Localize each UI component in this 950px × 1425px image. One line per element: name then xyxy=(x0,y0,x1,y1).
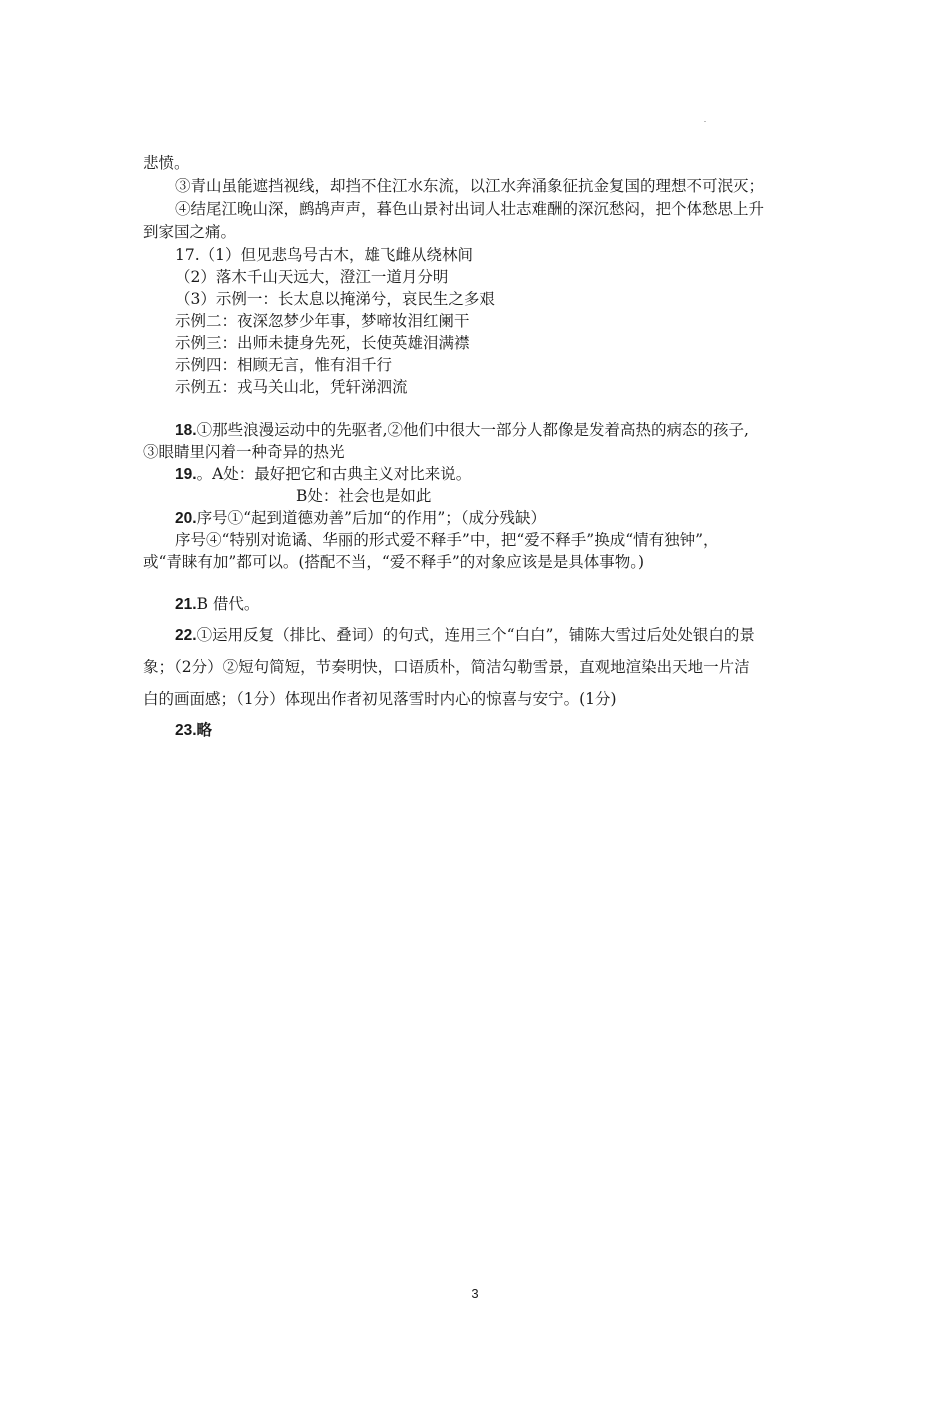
question-number: 21. xyxy=(175,596,197,613)
answer-18-line1: 18.①那些浪漫运动中的先驱者,②他们中很大一部分人都像是发着高热的病态的孩子, xyxy=(175,421,749,439)
answer-17-example2: 示例二：夜深忽梦少年事，梦啼妆泪红阑干 xyxy=(175,312,470,330)
answer-17-example4: 示例四：相顾无言，惟有泪千行 xyxy=(175,356,393,374)
answer-22-line1: 22.①运用反复（排比、叠词）的句式，连用三个“白白”，铺陈大雪过后处处银白的景 xyxy=(175,626,755,644)
question-number: 22. xyxy=(175,627,197,644)
page-number: 3 xyxy=(471,1286,479,1301)
text-line: ④结尾江晚山深，鹧鸪声声，暮色山景衬出词人壮志难酬的深沉愁闷，把个体愁思上升 xyxy=(175,200,765,218)
answer-20-line2: 序号④“特别对诡谲、华丽的形式爱不释手”中，把“爱不释手”换成“情有独钟”， xyxy=(175,531,719,549)
answer-18-line2: ③眼睛里闪着一种奇异的热光 xyxy=(143,443,345,461)
answer-22-line2: 象；（2分）②短句简短，节奏明快，口语质朴，简洁勾勒雪景，直观地渲染出天地一片洁 xyxy=(143,658,750,676)
question-number: 17. xyxy=(175,246,200,264)
answer-19-line2: B处：社会也是如此 xyxy=(296,487,432,505)
answer-17-example3: 示例三：出师未捷身先死，长使英雄泪满襟 xyxy=(175,334,470,352)
answer-20-line3: 或“青睐有加”都可以。(搭配不当，“爱不释手”的对象应该是是具体事物。) xyxy=(143,553,645,571)
answer-17-example5: 示例五：戎马关山北，凭轩涕泗流 xyxy=(175,378,408,396)
answer-21: 21.B 借代。 xyxy=(175,595,260,613)
answer-20-line1: 20.序号①“起到道德劝善”后加“的作用”；（成分残缺） xyxy=(175,509,547,527)
answer-17-part2: （2）落木千山天远大，澄江一道月分明 xyxy=(175,268,449,286)
text-line: ③青山虽能遮挡视线，却挡不住江水东流，以江水奔涌象征抗金复国的理想不可泯灭； xyxy=(175,177,765,195)
answer-22-line3: 白的画面感；（1分）体现出作者初见落雪时内心的惊喜与安宁。(1分) xyxy=(143,690,617,708)
question-number: 20. xyxy=(175,510,197,527)
text-line: 到家国之痛。 xyxy=(143,223,237,241)
text-line: 悲愤。 xyxy=(143,154,190,172)
answer-17-part1: 17.（1）但见悲鸟号古木，雄飞雌从绕林间 xyxy=(175,246,474,264)
question-number: 19. xyxy=(175,466,197,483)
scan-speck xyxy=(704,121,706,122)
question-number: 18. xyxy=(175,422,197,439)
answer-19-line1: 19.。A处：最好把它和古典主义对比来说。 xyxy=(175,465,472,483)
answer-23: 23.略 xyxy=(175,722,213,739)
answer-17-part3: （3）示例一：长太息以掩涕兮，哀民生之多艰 xyxy=(175,290,495,308)
